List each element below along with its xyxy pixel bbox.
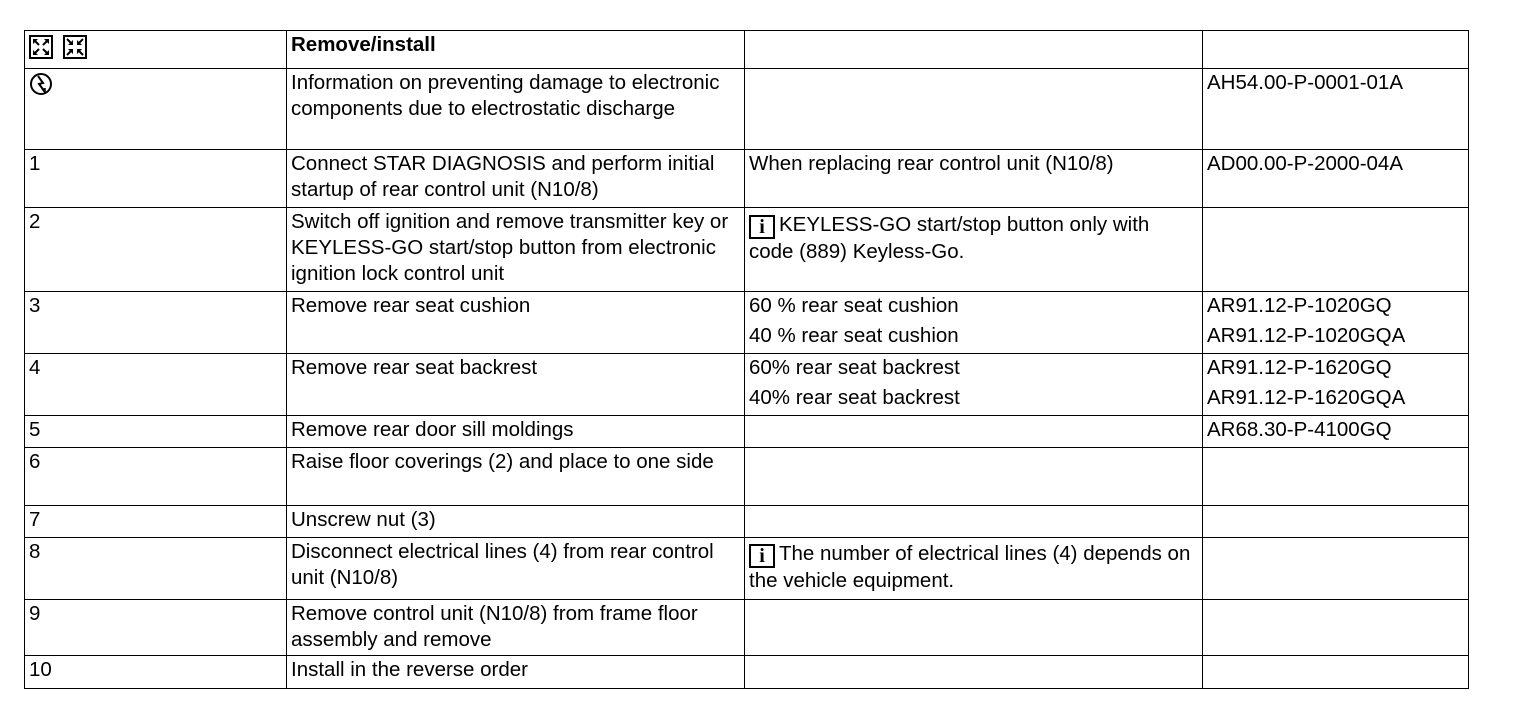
table-row [25,150,1469,208]
reference-cell [1203,208,1469,292]
step-cell: 1 [25,150,287,208]
procedure-table [24,30,1469,689]
step-cell: 4 [25,354,287,416]
table-row [25,600,1469,656]
step-cell: 9 [25,600,287,656]
note-line: 60% rear seat backrest [749,356,960,379]
collapse-icon[interactable] [63,35,87,59]
step-cell: 3 [25,292,287,354]
step-cell: 10 [25,656,287,689]
step-cell: 6 [25,448,287,506]
note-cell [745,538,1203,600]
info-icon: i [749,544,775,568]
reference-cell [1203,538,1469,600]
note-cell [745,416,1203,448]
action-cell: Install in the reverse order [287,656,745,689]
header-empty-cell [745,31,1203,69]
note-text: KEYLESS-GO start/stop button only with code (889) Keyless-Go. [749,213,1150,263]
esd-warning-icon [29,72,53,96]
note-cell [745,292,1203,354]
action-cell: Unscrew nut (3) [287,506,745,538]
header-title: Remove/install [287,31,745,69]
action-cell: Raise floor coverings (2) and place to one side [287,448,745,506]
action-cell: Remove rear seat cushion [287,292,745,354]
step-cell: 8 [25,538,287,600]
table-row [25,69,1469,150]
reference-cell [1203,292,1469,354]
reference-link[interactable]: AR91.12-P-1020GQA [1207,324,1406,347]
step-cell: 5 [25,416,287,448]
note-cell [745,354,1203,416]
action-cell: Remove rear door sill moldings [287,416,745,448]
table-row [25,208,1469,292]
action-cell: Remove control unit (N10/8) from frame floor assembly and remove [287,600,745,656]
table-header-row [25,31,1469,69]
note-line: 40% rear seat backrest [749,386,960,409]
reference-link[interactable]: AD00.00-P-2000-04A [1203,150,1469,208]
action-cell: Connect STAR DIAGNOSIS and perform initial startup of rear control unit (N10/8) [287,150,745,208]
reference-link[interactable]: AR91.12-P-1620GQA [1207,386,1406,409]
table-row [25,656,1469,689]
reference-link[interactable]: AR68.30-P-4100GQ [1203,416,1469,448]
note-cell [745,69,1203,150]
table-row [25,354,1469,416]
table-row [25,506,1469,538]
action-cell: Disconnect electrical lines (4) from rear control unit (N10/8) [287,538,745,600]
reference-cell [1203,600,1469,656]
action-cell: Switch off ignition and remove transmitter key or KEYLESS-GO start/stop button from electronic ignition lock control unit [287,208,745,292]
header-empty-cell [1203,31,1469,69]
reference-link[interactable]: AR91.12-P-1620GQ [1207,356,1392,379]
table-row [25,448,1469,506]
reference-cell [1203,354,1469,416]
note-line: 60 % rear seat cushion [749,294,959,317]
reference-link[interactable]: AH54.00-P-0001-01A [1203,69,1469,150]
table-row [25,538,1469,600]
note-text: The number of electrical lines (4) depends on the vehicle equipment. [749,542,1191,592]
step-cell [25,69,287,150]
action-cell: Information on preventing damage to electronic components due to electrostatic discharge [287,69,745,150]
expand-icon[interactable] [29,35,53,59]
info-icon: i [749,215,775,239]
table-row [25,416,1469,448]
note-cell [745,506,1203,538]
reference-cell [1203,448,1469,506]
step-cell: 2 [25,208,287,292]
note-cell [745,448,1203,506]
reference-cell [1203,506,1469,538]
reference-cell [1203,656,1469,689]
note-cell [745,656,1203,689]
note-line: 40 % rear seat cushion [749,324,959,347]
table-row [25,292,1469,354]
step-cell: 7 [25,506,287,538]
action-cell: Remove rear seat backrest [287,354,745,416]
header-icons-cell [25,31,287,69]
note-cell [745,208,1203,292]
reference-link[interactable]: AR91.12-P-1020GQ [1207,294,1392,317]
note-cell: When replacing rear control unit (N10/8) [745,150,1203,208]
note-cell [745,600,1203,656]
